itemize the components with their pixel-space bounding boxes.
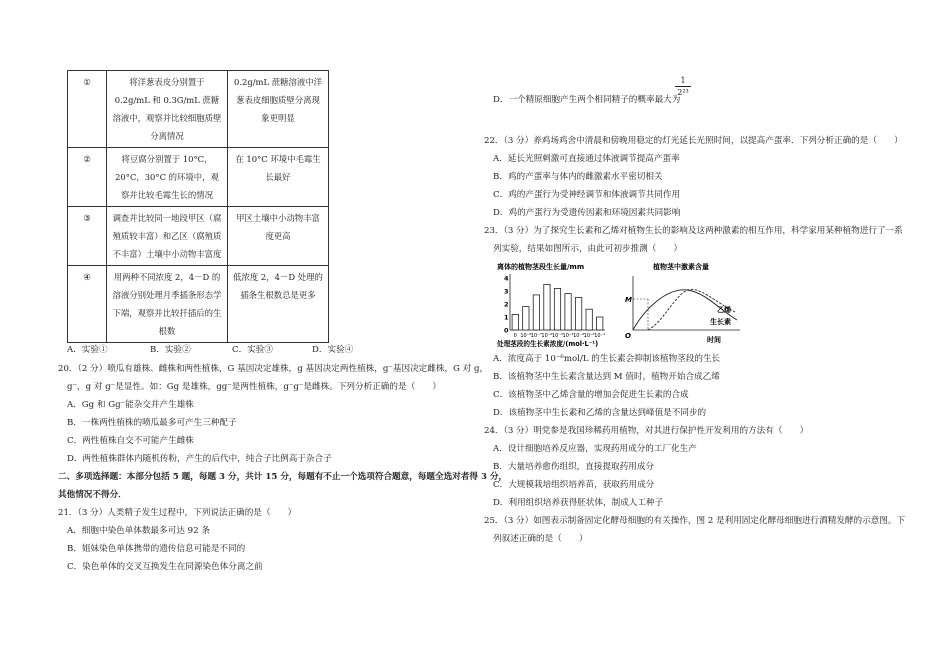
q23-option-c[interactable]: C．该植物茎中乙烯含量的增加会促进生长素的合成 <box>493 390 689 400</box>
y-tick-label: 4 <box>504 274 509 283</box>
table-cell-action: 调查并比较同一地段甲区（腐殖质较丰富）和乙区（腐殖质不丰富）土壤中小动物丰富度 <box>107 207 228 266</box>
q21-stem: 21．（3 分）人类精子发生过程中，下列说法正确的是（ ） <box>58 508 297 518</box>
auxin-label: 生长素 <box>710 318 731 326</box>
line-chart-x-label: 时间 <box>707 336 721 344</box>
table-cell-result: 在 10°C 环境中毛霉生长最好 <box>228 148 329 207</box>
table-cell-action: 将洋葱表皮分别置于 0.2g/mL 和 0.3G/mL 蔗糖溶液中，观察并比较细胞质壁分离情况 <box>107 71 228 148</box>
bar <box>565 294 571 330</box>
bar <box>512 314 518 330</box>
q22-option-b[interactable]: B．鸡的产蛋率与体内的雌激素水平密切相关 <box>493 172 663 182</box>
fraction-denominator: 2²³ <box>677 88 689 97</box>
table-cell-action: 用两种不同浓度 2，4－D 的溶液分别处理月季插条形态学下端，观察并比较扦插后的生根数 <box>107 266 228 343</box>
x-tick-label: 10⁻¹ <box>594 333 606 339</box>
q19-option-b[interactable]: B．实验② <box>150 345 191 355</box>
y-tick-label: 1 <box>504 313 509 322</box>
table-cell-result: 甲区土壤中小动物丰富度更高 <box>228 207 329 266</box>
q22-option-c[interactable]: C．鸡的产蛋行为受神经调节和体液调节共同作用 <box>493 190 681 200</box>
y-tick-label: 2 <box>504 300 509 309</box>
q22-option-d[interactable]: D．鸡的产蛋行为受遗传因素和环境因素共同影响 <box>493 208 681 218</box>
q25-stem-line1: 25．（3 分）如图表示制备固定化酵母细胞的有关操作，图 2 是利用固定化酵母细胞进行酒精发酵的示意图。下 <box>484 516 906 526</box>
table-row <box>68 266 329 343</box>
q23-stem-line2: 列实验，结果如图所示，由此可初步推测（ ） <box>493 244 683 254</box>
ethylene-label: 乙烯 <box>717 306 731 314</box>
q20-option-c[interactable]: C．两性植株自交不可能产生雌株 <box>67 436 194 446</box>
line-chart <box>625 262 740 344</box>
fraction <box>675 76 691 97</box>
q24-stem: 24．（3 分）明党参是我国珍稀药用植物，对其进行保护性开发利用的方法有（ ） <box>484 426 809 436</box>
q19-option-c[interactable]: C．实验③ <box>232 345 273 355</box>
q21-option-b[interactable]: B．姐妹染色单体携带的遗传信息可能是不同的 <box>67 544 246 554</box>
x-tick-label: 10⁻⁸ <box>520 333 532 339</box>
table-cell-result: 0.2g/mL 蔗糖溶液中洋葱表皮细胞质壁分离现象更明显 <box>228 71 329 148</box>
bar-chart-title: 离体的植物茎段生长量/mm <box>497 263 585 271</box>
x-tick-label: 10⁻² <box>583 333 595 339</box>
table-row <box>68 207 329 266</box>
q19-option-d[interactable]: D．实验④ <box>312 345 354 355</box>
y-tick-label: 0 <box>504 326 509 335</box>
q20-option-b[interactable]: B．一株两性植株的喷瓜最多可产生三种配子 <box>67 418 237 428</box>
bar <box>523 307 529 330</box>
q21-option-d-text: D．一个精原细胞产生两个相同精子的概率最大为 <box>493 95 681 105</box>
table-row <box>68 71 329 148</box>
x-tick-label: 10⁻⁵ <box>551 333 564 339</box>
q25-stem-line2: 列叙述正确的是（ ） <box>493 534 588 544</box>
q24-option-c[interactable]: C．大规模栽培组织培养苗，获取药用成分 <box>493 480 655 490</box>
bar <box>575 298 581 331</box>
q23-option-a[interactable]: A．浓度高于 10⁻⁶mol/L 的生长素会抑制该植物茎段的生长 <box>493 354 721 364</box>
bar <box>554 288 560 330</box>
table-cell-num: ① <box>68 71 107 148</box>
line-chart-origin: O <box>625 332 631 340</box>
q21-option-d[interactable] <box>493 93 680 105</box>
table-row <box>68 148 329 207</box>
fraction-numerator: 1 <box>680 76 686 85</box>
bar <box>597 317 603 330</box>
q23-figures <box>495 262 755 350</box>
x-tick-label: 10⁻⁴ <box>562 333 574 339</box>
x-tick-label: 10⁻⁶ <box>541 333 553 339</box>
q23-option-b[interactable]: B．该植物茎中生长素含量达到 M 值时，植物开始合成乙烯 <box>493 372 720 382</box>
q20-option-d[interactable]: D．两性植株群体内随机传粉，产生的后代中，纯合子比例高于杂合子 <box>67 454 332 464</box>
q24-option-d[interactable]: D．利用组织培养获得胚状体，制成人工种子 <box>493 498 664 508</box>
x-tick-label: 10⁻⁷ <box>530 333 542 339</box>
q24-option-b[interactable]: B．大量培养愈伤组织，直接提取药用成分 <box>493 462 655 472</box>
q22-option-a[interactable]: A．延长光照刺激可直接通过体液调节提高产蛋率 <box>493 154 680 164</box>
bar <box>586 309 592 330</box>
x-tick-label: 0 <box>513 333 517 339</box>
y-tick-label: 3 <box>504 287 509 296</box>
q23-stem-line1: 23．（3 分）为了探究生长素和乙烯对植物生长的影响及这两种激素的相互作用，科学家用某种植物进行了一系 <box>484 226 903 236</box>
section-heading-line2: 其他情况不得分． <box>58 490 127 500</box>
line-chart-title: 植物茎中激素含量 <box>653 263 709 271</box>
q23-option-d[interactable]: D．该植物茎中生长素和乙烯的含量达到峰值是不同步的 <box>493 408 707 418</box>
bar-chart-x-label: 处理茎段的生长素浓度/(mol·L⁻¹) <box>497 340 599 348</box>
section-heading-line1: 二、多项选择题：本部分包括 5 题，每题 3 分，共计 15 分，每题有不止一个选项符合题意，每题全选对者得 3 分， <box>58 472 508 482</box>
q22-stem: 22．（3 分）养鸡场鸡舍中清晨和傍晚用稳定的灯光延长光照时间，以提高产蛋率．下列分析正确的是（ ） <box>484 136 903 146</box>
q20-option-a[interactable]: A．Gg 和 Gg⁻能杂交并产生雄株 <box>67 400 194 410</box>
x-tick-label: 10⁻³ <box>573 333 585 339</box>
line-chart-m-label: M <box>625 296 632 304</box>
bar <box>533 295 539 330</box>
q20-stem-line1: 20．（2 分）喷瓜有雄株、雌株和两性植株，G 基因决定雄株，g 基因决定两性植株，g⁻基因决定雌株，G 对 g， <box>58 364 489 374</box>
q21-option-a[interactable]: A．细胞中染色单体数最多可达 92 条 <box>67 526 210 536</box>
experiment-table <box>67 70 329 343</box>
bar <box>544 285 550 331</box>
table-cell-result: 低浓度 2，4－D 处理的插条生根数总是更多 <box>228 266 329 343</box>
table-cell-num: ④ <box>68 266 107 343</box>
table-cell-num: ② <box>68 148 107 207</box>
table-cell-action: 将豆腐分别置于 10°C，20°C，30°C 的环境中，观察并比较毛霉生长的情况 <box>107 148 228 207</box>
bar-chart <box>496 262 605 348</box>
q24-option-a[interactable]: A．设计细胞培养反应器，实现药用成分的工厂化生产 <box>493 444 697 454</box>
q21-option-c[interactable]: C．染色单体的交叉互换发生在同源染色体分离之前 <box>67 562 263 572</box>
table-cell-num: ③ <box>68 207 107 266</box>
fraction-bar <box>675 86 691 87</box>
q19-option-a[interactable]: A．实验① <box>67 345 108 355</box>
q20-stem-line2: g⁻，g 对 g⁻是显性。如：Gg 是雄株，gg⁻是两性植株，g⁻g⁻是雌株。下列分析正确的是（ ） <box>67 382 441 392</box>
